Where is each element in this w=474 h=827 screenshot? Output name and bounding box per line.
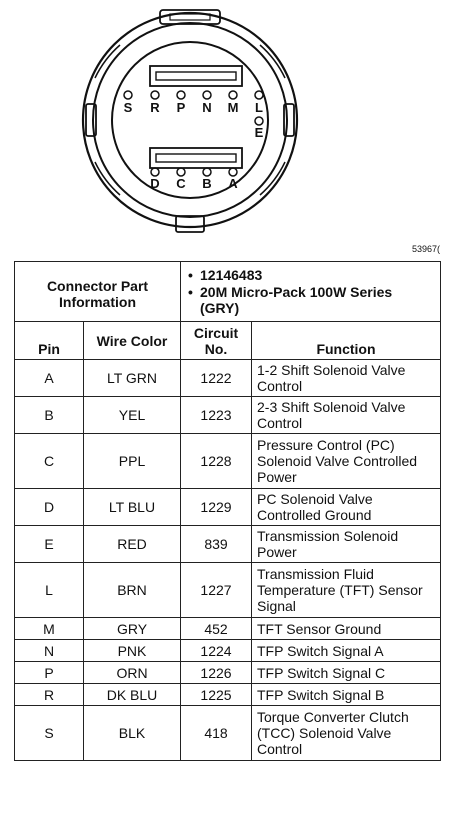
- pin-cell: M: [15, 618, 84, 640]
- pin-label: M: [227, 100, 239, 115]
- function-cell: Transmission Fluid Temperature (TFT) Sensor Signal: [252, 563, 441, 618]
- function-cell: Torque Converter Clutch (TCC) Solenoid Valve Control: [252, 706, 441, 761]
- circuit-cell: 839: [181, 526, 252, 563]
- table-row: [15, 706, 441, 761]
- figure-id: 53967(: [411, 244, 440, 254]
- function-cell: TFP Switch Signal B: [252, 684, 441, 706]
- pin-hole-n: [203, 91, 211, 99]
- table-row: [15, 489, 441, 526]
- function-cell: 2-3 Shift Solenoid Valve Control: [252, 397, 441, 434]
- function-cell: 1-2 Shift Solenoid Valve Control: [252, 360, 441, 397]
- connector-table: [14, 261, 441, 761]
- connector-outer-ring: [83, 13, 297, 227]
- table-row: [15, 684, 441, 706]
- pin-label: B: [202, 176, 212, 191]
- pin-cell: E: [15, 526, 84, 563]
- circuit-cell: 1226: [181, 662, 252, 684]
- connector-info-cell: [181, 262, 441, 322]
- table-row: [15, 434, 441, 489]
- pin-hole-b: [203, 168, 211, 176]
- wire-color-cell: YEL: [84, 397, 181, 434]
- circuit-cell: 1224: [181, 640, 252, 662]
- table-row: [15, 526, 441, 563]
- pin-label: C: [176, 176, 186, 191]
- pin-cell: P: [15, 662, 84, 684]
- circuit-cell: 1228: [181, 434, 252, 489]
- function-cell: TFP Switch Signal C: [252, 662, 441, 684]
- wire-color-cell: BRN: [84, 563, 181, 618]
- pin-cell: A: [15, 360, 84, 397]
- connector-info-label: Connector Part Information: [15, 262, 181, 322]
- header-wire-color: Wire Color: [84, 322, 181, 360]
- pin-hole-s: [124, 91, 132, 99]
- pin-hole-p: [177, 91, 185, 99]
- function-cell: Transmission Solenoid Power: [252, 526, 441, 563]
- wire-color-cell: BLK: [84, 706, 181, 761]
- table-row: [15, 360, 441, 397]
- pin-label: S: [123, 100, 133, 115]
- header-function: Function: [252, 322, 441, 360]
- circuit-cell: 418: [181, 706, 252, 761]
- pin-hole-e: [255, 117, 263, 125]
- info-row: [15, 262, 441, 322]
- pin-cell: S: [15, 706, 84, 761]
- function-cell: TFT Sensor Ground: [252, 618, 441, 640]
- function-cell: TFP Switch Signal A: [252, 640, 441, 662]
- info-item: • 12146483: [186, 267, 435, 283]
- pin-hole-r: [151, 91, 159, 99]
- pin-cell: L: [15, 563, 84, 618]
- wire-color-cell: LT BLU: [84, 489, 181, 526]
- wire-color-cell: DK BLU: [84, 684, 181, 706]
- wire-color-cell: LT GRN: [84, 360, 181, 397]
- info-item: • 20M Micro-Pack 100W Series (GRY): [186, 284, 435, 316]
- bottom-key: [176, 216, 204, 232]
- wire-color-cell: PNK: [84, 640, 181, 662]
- function-cell: Pressure Control (PC) Solenoid Valve Controlled Power: [252, 434, 441, 489]
- pin-label: A: [228, 176, 238, 191]
- pin-label: R: [150, 100, 160, 115]
- upper-terminal-slot: [150, 66, 242, 86]
- circuit-cell: 1227: [181, 563, 252, 618]
- connector-info-list: [186, 264, 435, 319]
- circuit-cell: 1225: [181, 684, 252, 706]
- header-row: [15, 322, 441, 360]
- connector-ring-inner-edge: [93, 23, 287, 217]
- pin-hole-c: [177, 168, 185, 176]
- table-row: [15, 662, 441, 684]
- header-pin: Pin: [15, 322, 84, 360]
- wire-color-cell: ORN: [84, 662, 181, 684]
- function-cell: PC Solenoid Valve Controlled Ground: [252, 489, 441, 526]
- pin-cell: N: [15, 640, 84, 662]
- header-circuit-no: Circuit No.: [181, 322, 252, 360]
- wire-color-cell: PPL: [84, 434, 181, 489]
- pin-label: P: [176, 100, 186, 115]
- table-row: [15, 618, 441, 640]
- pin-hole-a: [229, 168, 237, 176]
- circuit-cell: 1229: [181, 489, 252, 526]
- circuit-cell: 1222: [181, 360, 252, 397]
- pin-cell: C: [15, 434, 84, 489]
- pin-hole-m: [229, 91, 237, 99]
- connector-diagram: [0, 0, 474, 250]
- pin-label: N: [202, 100, 212, 115]
- wire-color-cell: GRY: [84, 618, 181, 640]
- pin-label: D: [150, 176, 160, 191]
- pin-hole-d: [151, 168, 159, 176]
- circuit-cell: 452: [181, 618, 252, 640]
- table-row: [15, 563, 441, 618]
- pin-label: L: [255, 100, 263, 115]
- pin-label: E: [254, 125, 264, 140]
- table-row: [15, 397, 441, 434]
- pin-cell: B: [15, 397, 84, 434]
- table-row: [15, 640, 441, 662]
- wire-color-cell: RED: [84, 526, 181, 563]
- pin-cell: R: [15, 684, 84, 706]
- pin-cell: D: [15, 489, 84, 526]
- circuit-cell: 1223: [181, 397, 252, 434]
- lower-terminal-slot: [150, 148, 242, 168]
- pin-hole-l: [255, 91, 263, 99]
